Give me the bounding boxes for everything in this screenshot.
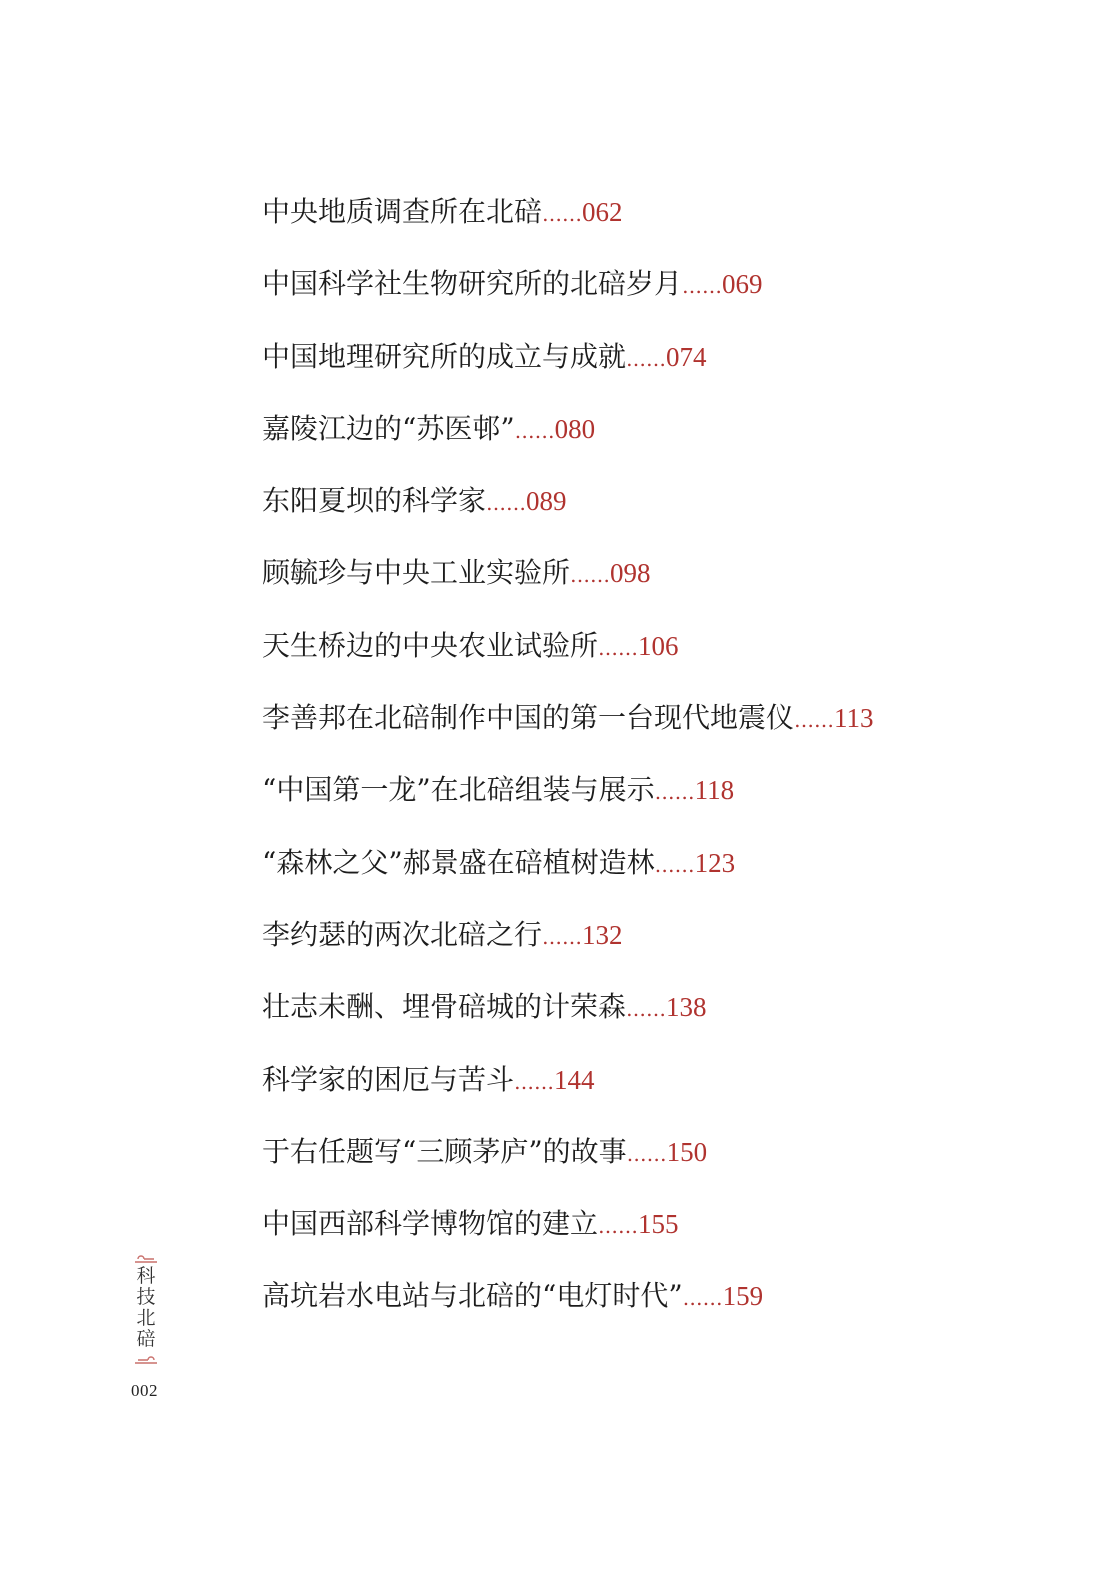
toc-leader-dots: ……: [570, 563, 611, 588]
toc-entry[interactable]: [262, 1204, 874, 1276]
toc-leader-dots: ……: [794, 708, 835, 733]
toc-page-number: 113: [834, 703, 874, 734]
toc-page-number: 062: [582, 197, 623, 227]
toc-entry[interactable]: [262, 1060, 874, 1132]
toc-entry-title: “中国第一龙”在北碚组装与展示: [262, 773, 655, 807]
toc-entry-title: 东阳夏坝的科学家: [262, 484, 487, 518]
running-title: [131, 1250, 161, 1366]
toc-page-number: 132: [582, 919, 623, 950]
toc-entry[interactable]: [262, 553, 874, 625]
toc-entry[interactable]: [262, 1276, 874, 1348]
toc-entry[interactable]: [262, 1132, 874, 1204]
toc-entry-title: 中国科学社生物研究所的北碚岁月: [262, 267, 683, 301]
toc-leader-dots: ……: [514, 418, 555, 443]
toc-entry-title: 天生桥边的中央农业试验所: [262, 628, 599, 662]
toc-entry[interactable]: [262, 409, 874, 481]
toc-entry-title: 科学家的困厄与苦斗: [262, 1062, 515, 1096]
table-of-contents: [262, 192, 874, 1349]
toc-page-number: 159: [722, 1281, 764, 1312]
toc-leader-dots: ……: [682, 274, 723, 299]
toc-entry-title: 高坑岩水电站与北碚的“电灯时代”: [262, 1279, 683, 1313]
cloud-ornament-top-icon: [132, 1250, 160, 1264]
toc-entry[interactable]: [262, 337, 874, 409]
toc-leader-dots: ……: [598, 635, 639, 660]
toc-page-number: 089: [526, 486, 567, 517]
toc-entry-title: 嘉陵江边的“苏医邨”: [262, 411, 515, 445]
toc-leader-dots: ……: [486, 491, 527, 516]
toc-entry[interactable]: [262, 987, 874, 1059]
toc-entry-title: 中央地质调查所在北碚: [262, 195, 543, 228]
toc-entry[interactable]: [262, 192, 874, 264]
toc-leader-dots: ……: [542, 924, 583, 949]
toc-leader-dots: ……: [626, 1141, 667, 1166]
cloud-ornament-bottom-icon: [132, 1352, 160, 1366]
toc-page-number: 118: [694, 775, 735, 806]
toc-page-number: 155: [638, 1209, 679, 1240]
toc-entry-title: 李善邦在北碚制作中国的第一台现代地震仪: [262, 701, 795, 735]
toc-leader-dots: ……: [654, 852, 695, 877]
toc-page-number: 069: [722, 269, 763, 300]
toc-page-number: 138: [666, 992, 707, 1023]
toc-entry-title: 于右任题写“三顾茅庐”的故事: [262, 1134, 627, 1168]
toc-entry[interactable]: [262, 481, 874, 553]
page-number: 002: [131, 1381, 158, 1400]
toc-page-number: 074: [666, 341, 707, 372]
toc-entry-title: 中国西部科学博物馆的建立: [262, 1207, 599, 1241]
running-title-text: 科技北碚: [136, 1265, 156, 1350]
toc-leader-dots: ……: [626, 997, 667, 1022]
toc-page-number: 080: [554, 413, 596, 444]
toc-leader-dots: ……: [626, 346, 667, 371]
toc-entry[interactable]: [262, 264, 874, 336]
toc-leader-dots: ……: [682, 1286, 723, 1311]
toc-entry[interactable]: [262, 915, 874, 987]
toc-entry-title: 李约瑟的两次北碚之行: [262, 917, 543, 951]
toc-page-number: 144: [554, 1064, 595, 1095]
toc-page-number: 098: [610, 558, 651, 589]
toc-entry-title: 壮志未酬、埋骨碚城的计荣森: [262, 990, 627, 1024]
toc-entry[interactable]: [262, 698, 874, 770]
toc-entry-title: “森林之父”郝景盛在碚植树造林: [262, 845, 655, 879]
toc-entry[interactable]: [262, 843, 874, 915]
toc-leader-dots: ……: [598, 1214, 639, 1239]
toc-leader-dots: ……: [654, 780, 695, 805]
toc-leader-dots: ……: [542, 202, 583, 226]
toc-entry-title: 中国地理研究所的成立与成就: [262, 339, 627, 373]
toc-page-number: 106: [638, 630, 679, 661]
toc-entry-title: 顾毓珍与中央工业实验所: [262, 556, 571, 590]
toc-page-number: 150: [666, 1136, 708, 1167]
toc-page-number: 123: [694, 847, 736, 878]
toc-leader-dots: ……: [514, 1069, 555, 1094]
toc-entry[interactable]: [262, 770, 874, 842]
toc-entry[interactable]: [262, 626, 874, 698]
